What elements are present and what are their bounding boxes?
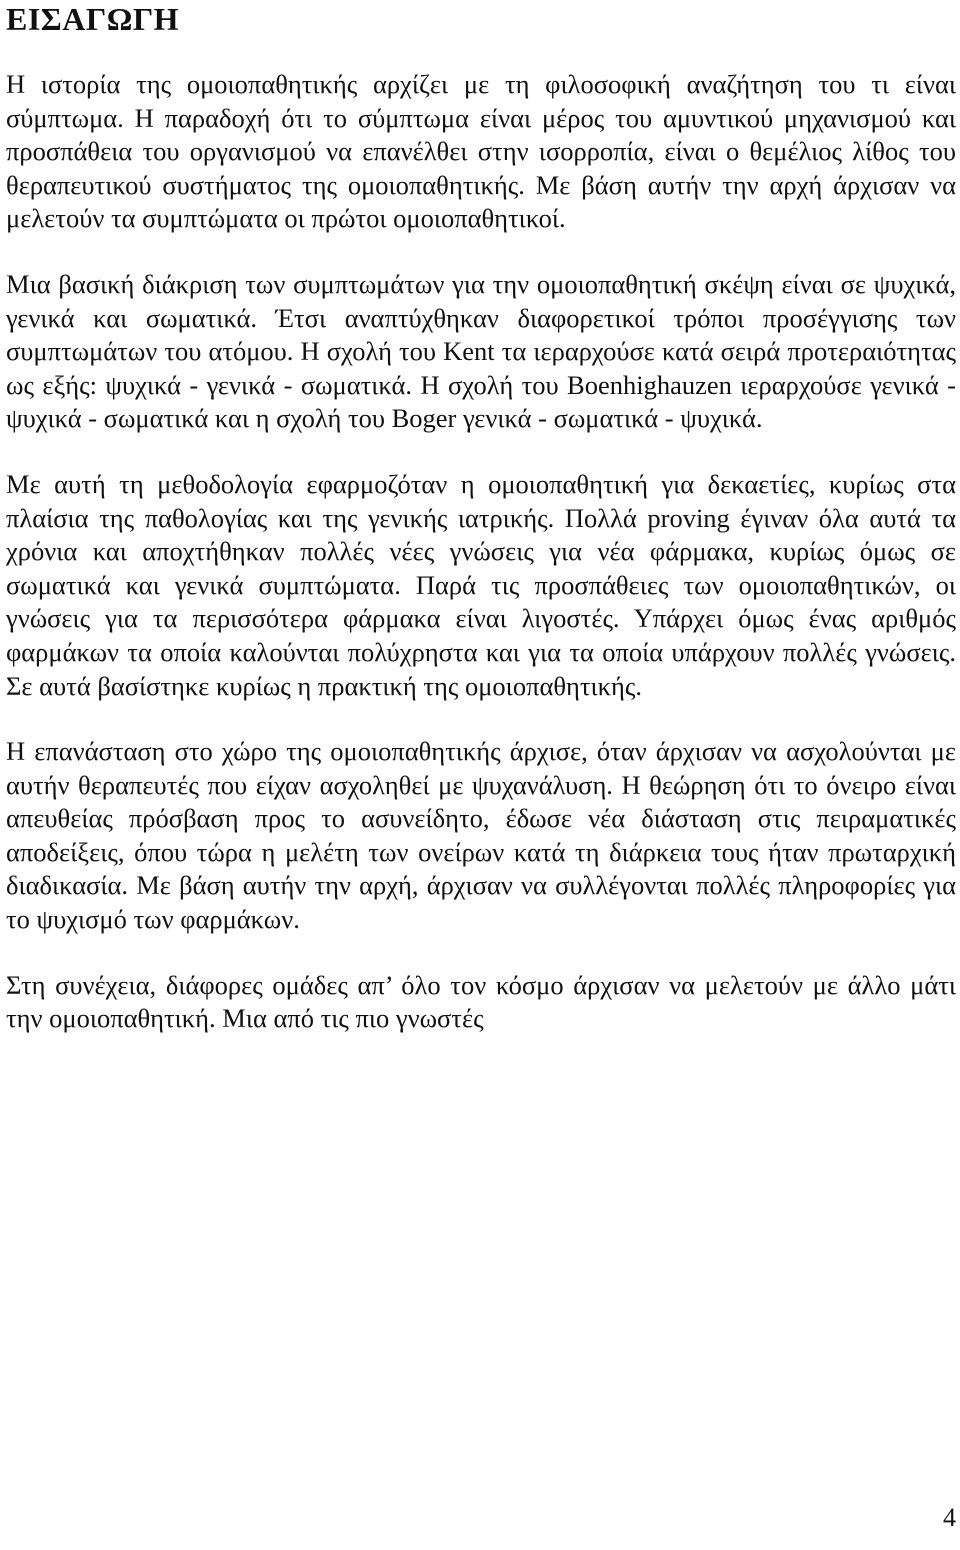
paragraph-2: Μια βασική διάκριση των συμπτωμάτων για την ομοιοπαθητική σκέψη είναι σε ψυχικά, γενικά και σωματικά. Έτσι αναπτύχθηκαν διαφορετικοί τρόποι προσέγγισης των συμπτωμάτων του ατόμου. Η σχολή του Kent τα ιεραρχούσε κατά σειρά προτεραιότητας ως εξής: ψυχικά - γενικά - σωματικά. Η σχολή του Boenhighauzen ιεραρχούσε γενικά - ψυχικά - σωματικά και η σχολή του Boger γενικά - σωματικά - ψυχικά.: [6, 268, 956, 434]
paragraph-5: Στη συνέχεια, διάφορες ομάδες απ’ όλο τον κόσμο άρχισαν να μελετούν με άλλο μάτι την ομοιοπαθητική. Μια από τις πιο γνωστές: [6, 969, 956, 1034]
paragraph-4: Η επανάσταση στο χώρο της ομοιοπαθητικής άρχισε, όταν άρχισαν να ασχολούνται με αυτήν θεραπευτές που είχαν ασχοληθεί με ψυχανάλυση. Η θεώρηση ότι το όνειρο είναι απευθείας πρόσβαση προς το ασυνείδητο, έδωσε νέα διάσταση στις πειραματικές αποδείξεις, όπου τώρα η μελέτη των ονείρων κατά τη διάρκεια τους ήταν πρωταρχική διαδικασία. Με βάση αυτήν την αρχή, άρχισαν να συλλέγονται πολλές πληροφορίες για το ψυχισμό των φαρμάκων.: [6, 736, 956, 935]
paragraph-1: Η ιστορία της ομοιοπαθητικής αρχίζει με τη φιλοσοφική αναζήτηση του τι είναι σύμπτωμα. Η παραδοχή ότι το σύμπτωμα είναι μέρος του αμυντικού μηχανισμού και προσπάθεια του οργανισμού να επανέλθει στην ισορροπία, είναι ο θεμέλιος λίθος του θεραπευτικού συστήματος της ομοιοπαθητικής. Με βάση αυτήν την αρχή άρχισαν να μελετούν τα συμπτώματα οι πρώτοι ομοιοπαθητικοί.: [6, 69, 956, 234]
section-title: ΕΙΣΑΓΩΓΗ: [6, 1, 180, 37]
paragraph-3: Με αυτή τη μεθοδολογία εφαρμοζόταν η ομοιοπαθητική για δεκαετίες, κυρίως στα πλαίσια της παθολογίας και της γενικής ιατρικής. Πολλά proving έγιναν όλα αυτά τα χρόνια και αποχτήθηκαν πολλές νέες γνώσεις για νέα φάρμακα, κυρίως όμως σε σωματικά και γενικά συμπτώματα. Παρά τις προσπάθειες των ομοιοπαθητικών, οι γνώσεις για τα περισσότερα φάρμακα είναι λιγοστές. Υπάρχει όμως ένας αριθμός φαρμάκων τα οποία καλούνται πολύχρηστα και για τα οποία υπάρχουν πολλές γνώσεις. Σε αυτά βασίστηκε κυρίως η πρακτική της ομοιοπαθητικής.: [6, 468, 956, 701]
document-page: [6, 0, 956, 1550]
page-number: 4: [943, 1503, 956, 1532]
